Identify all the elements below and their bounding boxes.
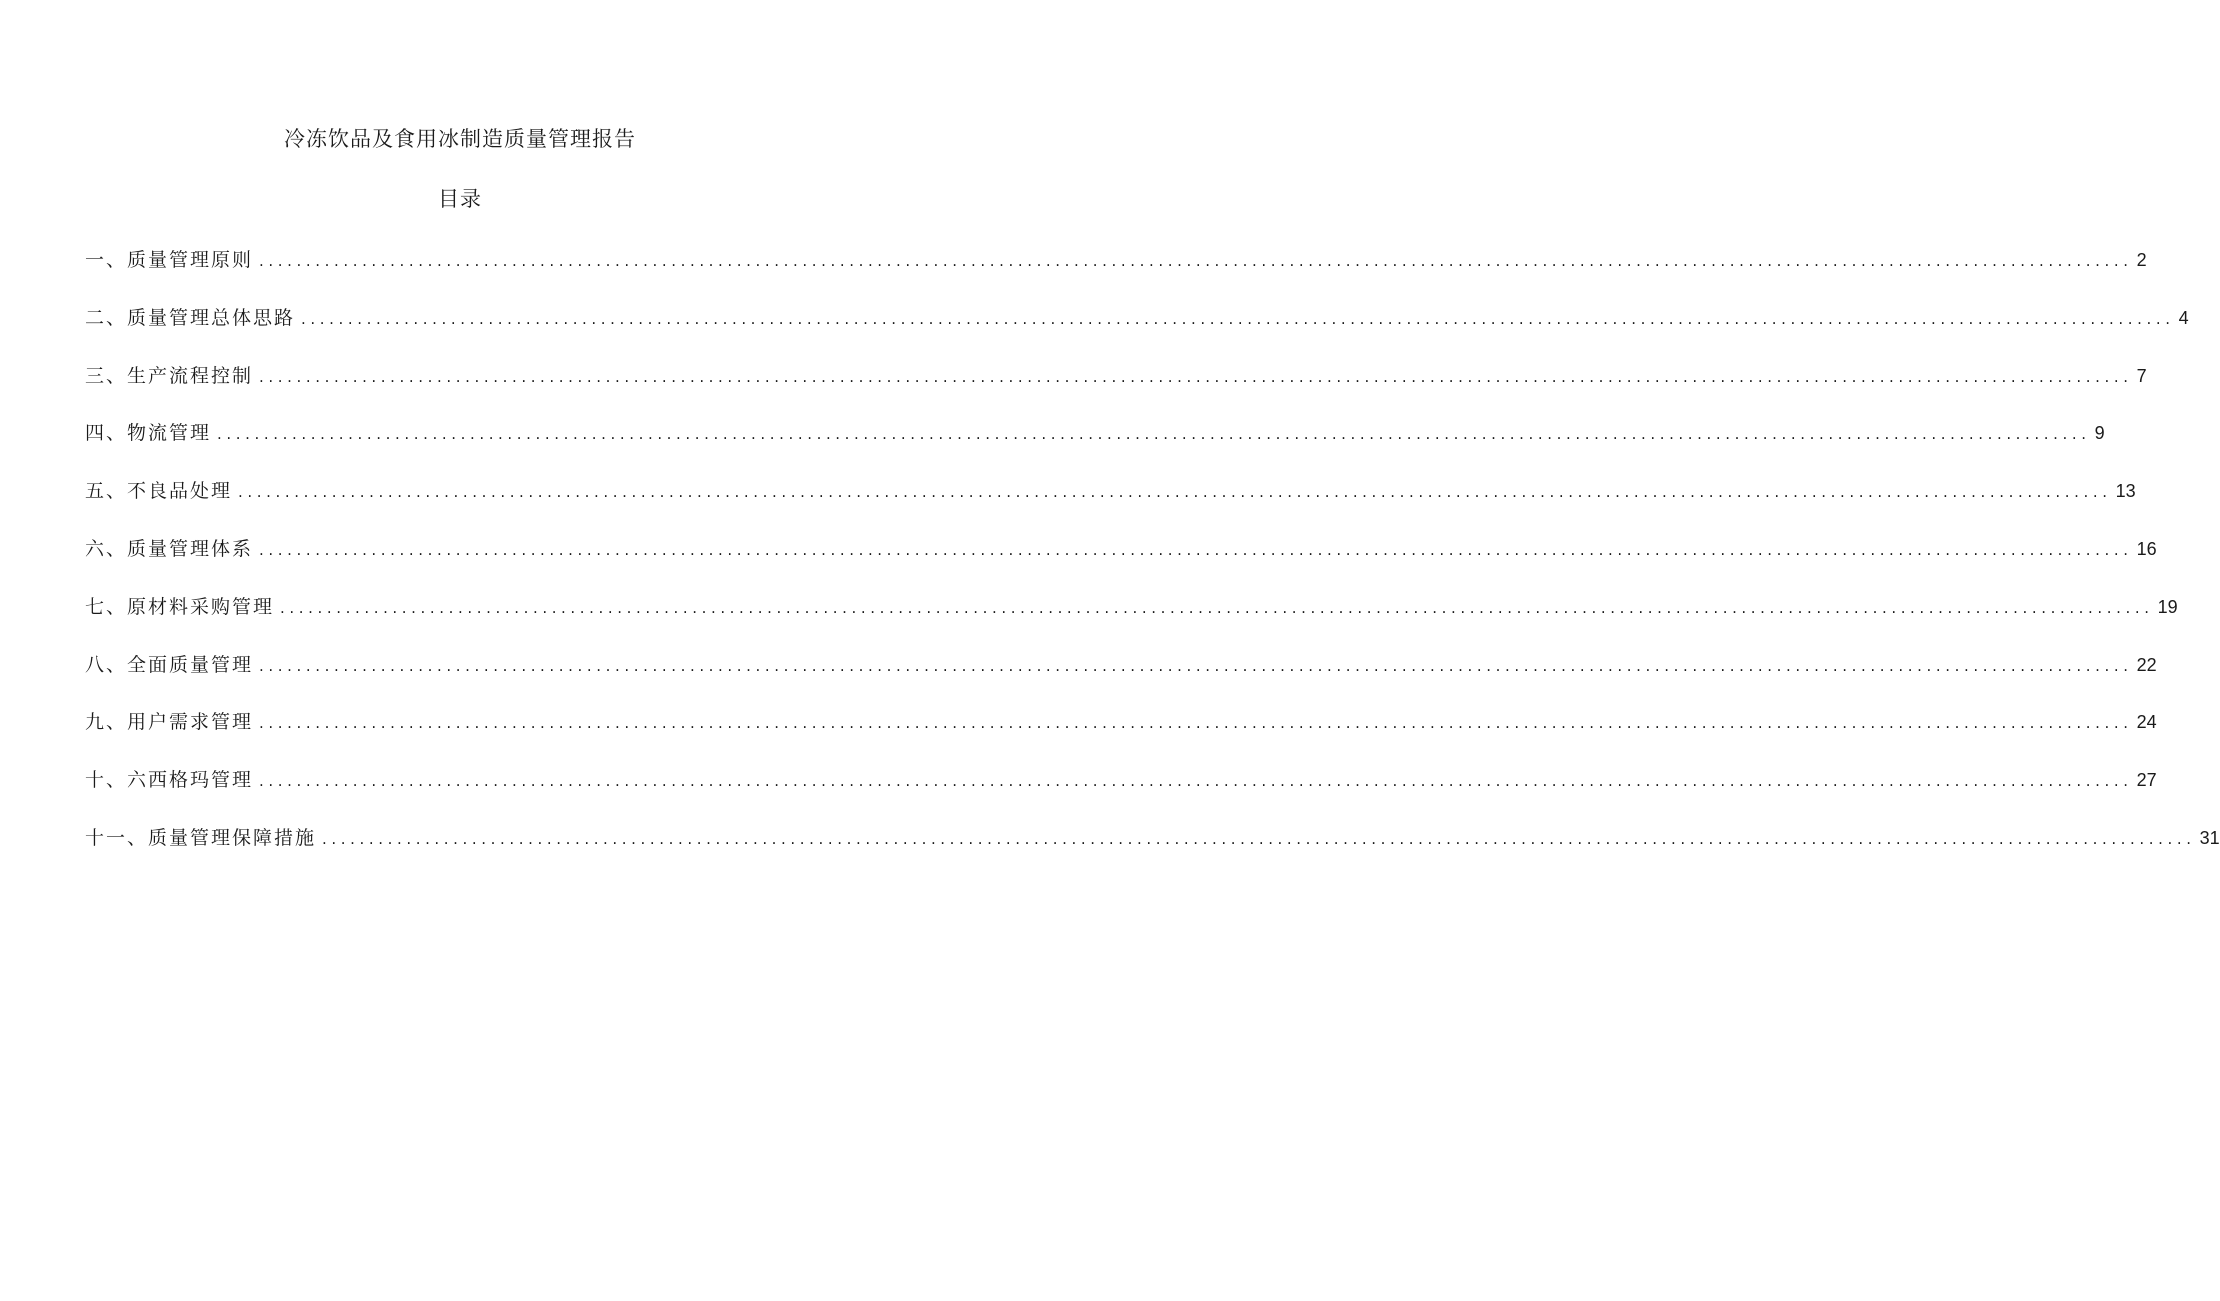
toc-entry[interactable] (85, 707, 2157, 765)
toc-page-number: 9 (2094, 423, 2105, 444)
toc-entry[interactable] (85, 361, 2147, 419)
toc-entry-label: 八、全面质量管理 (85, 653, 254, 676)
toc-heading: 目录 (438, 187, 482, 211)
toc-dot-leader: ........................................................................................................................................................................................................ (217, 425, 2091, 444)
toc-dot-leader: ........................................................................................................................................................................................................ (322, 829, 2196, 848)
toc-entry-label: 五、不良品处理 (85, 480, 233, 503)
toc-dot-leader: ........................................................................................................................................................................................................ (259, 252, 2133, 270)
toc-dot-leader: ........................................................................................................................................................................................................ (259, 714, 2133, 733)
toc-entry-label: 十、六西格玛管理 (85, 769, 254, 792)
toc-dot-leader: ........................................................................................................................................................................................................ (259, 656, 2133, 675)
document-title: 冷冻饮品及食用冰制造质量管理报告 (284, 127, 636, 151)
toc-entry-label: 六、质量管理体系 (85, 537, 254, 560)
toc-dot-leader: ........................................................................................................................................................................................................ (238, 483, 2112, 502)
toc-page-number: 22 (2136, 654, 2157, 675)
toc-page-number: 24 (2136, 712, 2157, 733)
toc-entry[interactable] (85, 650, 2157, 708)
toc-dot-leader: ........................................................................................................................................................................................................ (280, 598, 2154, 617)
toc-page-number: 4 (2178, 307, 2189, 328)
toc-dot-leader: ........................................................................................................................................................................................................ (259, 367, 2133, 386)
toc-entry-label: 七、原材料采购管理 (85, 595, 275, 618)
toc-page-number: 2 (2136, 250, 2147, 270)
toc-page-number: 16 (2136, 538, 2157, 559)
toc-page-number: 19 (2157, 596, 2178, 617)
toc-dot-leader: ........................................................................................................................................................................................................ (259, 540, 2133, 559)
table-of-contents (85, 245, 2220, 881)
toc-entry[interactable] (85, 476, 2136, 534)
toc-page-number: 7 (2136, 365, 2147, 386)
toc-entry[interactable] (85, 418, 2105, 476)
toc-entry-label: 三、生产流程控制 (85, 364, 254, 387)
toc-entry-label: 四、物流管理 (85, 422, 212, 445)
toc-page-number: 27 (2136, 770, 2157, 791)
toc-entry-label: 二、质量管理总体思路 (85, 306, 296, 329)
toc-entry[interactable] (85, 823, 2220, 881)
toc-entry[interactable] (85, 534, 2157, 592)
toc-entry[interactable] (85, 303, 2189, 361)
toc-entry[interactable] (85, 765, 2157, 823)
toc-entry[interactable] (85, 245, 2147, 303)
toc-entry-label: 一、质量管理原则 (85, 249, 254, 271)
toc-page-number: 13 (2115, 481, 2136, 502)
toc-entry-label: 九、用户需求管理 (85, 711, 254, 734)
toc-dot-leader: ........................................................................................................................................................................................................ (259, 772, 2133, 791)
toc-entry-label: 十一、质量管理保障措施 (85, 826, 317, 849)
toc-page-number: 31 (2199, 827, 2220, 848)
toc-dot-leader: ........................................................................................................................................................................................................ (301, 309, 2175, 328)
toc-entry[interactable] (85, 592, 2178, 650)
